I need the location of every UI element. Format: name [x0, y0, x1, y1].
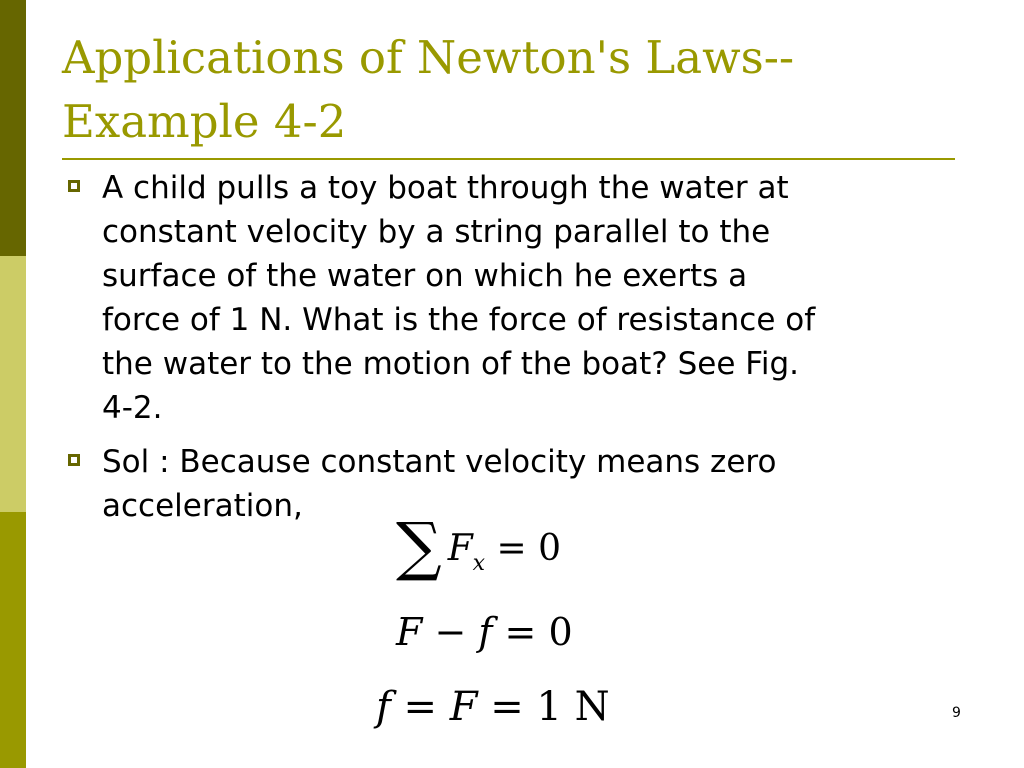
square-bullet-icon	[68, 454, 80, 466]
bullet-problem-line: surface of the water on which he exerts a	[102, 258, 748, 294]
equation-sum-fx	[396, 510, 561, 584]
square-bullet-icon	[68, 180, 80, 192]
title-line-1: Applications of Newton's Laws--	[62, 31, 795, 84]
bullet-solution-line: Sol : Because constant velocity means zero	[102, 444, 777, 480]
bullet-list	[68, 166, 968, 538]
sidebar-decoration	[0, 0, 26, 768]
sidebar-segment-middle	[0, 256, 26, 512]
bullet-problem-line: A child pulls a toy boat through the water at	[102, 170, 789, 206]
eq3-rest: = 1 N	[477, 684, 610, 730]
eq2-rest: = 0	[492, 610, 573, 654]
bullet-problem-line: force of 1 N. What is the force of resistance of	[102, 302, 816, 338]
eq1-rest: = 0	[485, 528, 562, 569]
sidebar-segment-bottom	[0, 512, 26, 768]
bullet-problem	[68, 166, 968, 430]
title-divider	[62, 158, 955, 160]
bullet-problem-line: constant velocity by a string parallel to the	[102, 214, 771, 250]
sidebar-segment-top	[0, 0, 26, 256]
page-number: 9	[952, 705, 961, 721]
eq1-subscript: x	[472, 551, 486, 576]
equation-result	[376, 684, 610, 730]
title-line-2: Example 4-2	[62, 95, 347, 148]
sigma-symbol: ∑	[396, 510, 442, 584]
eq3-equals: =	[390, 684, 450, 730]
eq3-var-b: F	[449, 684, 478, 730]
slide-title	[62, 26, 962, 154]
bullet-problem-line: the water to the motion of the boat? See Fig.	[102, 346, 799, 382]
eq1-var: F	[447, 528, 473, 569]
eq2-operator: −	[422, 610, 479, 654]
eq2-var-b: f	[478, 610, 493, 654]
equation-f-minus-f	[396, 610, 573, 654]
bullet-solution-line: acceleration,	[102, 488, 303, 524]
bullet-problem-line: 4-2.	[102, 390, 163, 426]
eq3-var-a: f	[376, 684, 391, 730]
eq2-var-a: F	[396, 610, 423, 654]
